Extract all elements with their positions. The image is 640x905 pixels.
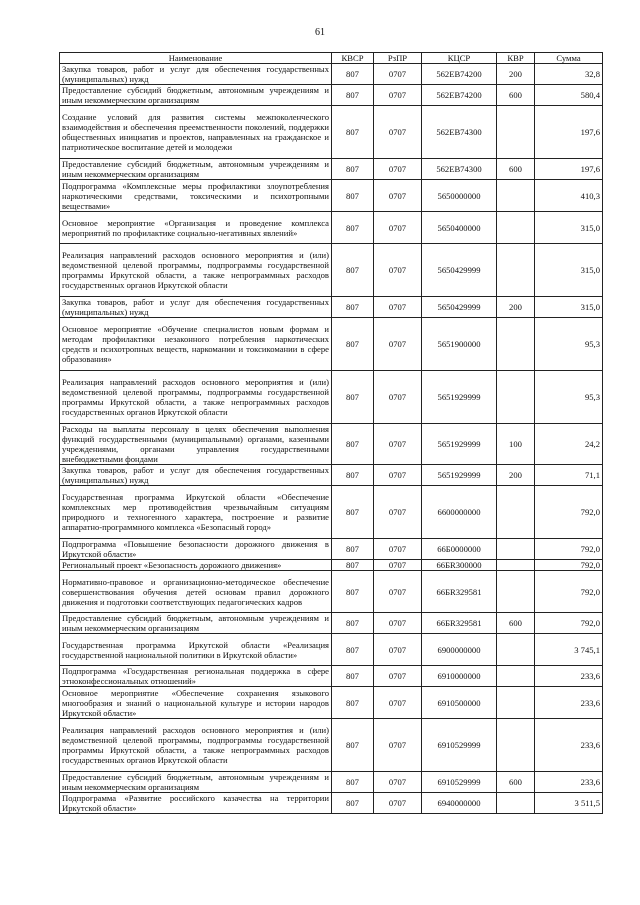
table-row <box>60 719 603 772</box>
table-row <box>60 318 603 371</box>
cell-kvr <box>497 212 535 244</box>
cell-name: Закупка товаров, работ и услуг для обеспечения государственных (муниципальных) нужд <box>60 297 332 318</box>
cell-sum: 792,0 <box>535 613 603 634</box>
page-number: 61 <box>315 27 325 38</box>
cell-name: Подпрограмма «Развитие российского казачества на территории Иркутской области» <box>60 793 332 814</box>
cell-sum: 315,0 <box>535 212 603 244</box>
cell-kcsr: 562EB74200 <box>422 85 497 106</box>
cell-kvsr: 807 <box>332 318 374 371</box>
cell-rzpr: 0707 <box>374 571 422 613</box>
table-row <box>60 106 603 159</box>
cell-kcsr: 5651929999 <box>422 424 497 465</box>
cell-kcsr: 6900000000 <box>422 634 497 666</box>
cell-rzpr: 0707 <box>374 180 422 212</box>
cell-name: Закупка товаров, работ и услуг для обеспечения государственных (муниципальных) нужд <box>60 64 332 85</box>
cell-rzpr: 0707 <box>374 719 422 772</box>
cell-rzpr: 0707 <box>374 318 422 371</box>
cell-kvr: 600 <box>497 772 535 793</box>
table-row <box>60 666 603 687</box>
cell-sum: 71,1 <box>535 465 603 486</box>
cell-sum: 233,6 <box>535 687 603 719</box>
cell-kvr: 600 <box>497 613 535 634</box>
cell-sum: 24,2 <box>535 424 603 465</box>
cell-sum: 580,4 <box>535 85 603 106</box>
cell-rzpr: 0707 <box>374 297 422 318</box>
cell-kvsr: 807 <box>332 666 374 687</box>
cell-kvsr: 807 <box>332 244 374 297</box>
table-row <box>60 772 603 793</box>
header-kvsr: КВСР <box>332 53 374 64</box>
cell-name: Государственная программа Иркутской области «Реализация государственной национальной политики в Иркутской области» <box>60 634 332 666</box>
cell-kvsr: 807 <box>332 571 374 613</box>
cell-sum: 3 511,5 <box>535 793 603 814</box>
cell-sum: 315,0 <box>535 297 603 318</box>
cell-name: Основное мероприятие «Обучение специалистов новым формам и методам профилактики незаконного потребления наркотических средств и психотропных веществ, наркомании и токсикомании в сфере образования» <box>60 318 332 371</box>
cell-rzpr: 0707 <box>374 64 422 85</box>
cell-rzpr: 0707 <box>374 687 422 719</box>
cell-sum: 95,3 <box>535 371 603 424</box>
cell-sum: 410,3 <box>535 180 603 212</box>
budget-table <box>59 52 603 814</box>
cell-kvr <box>497 687 535 719</box>
cell-rzpr: 0707 <box>374 560 422 571</box>
table-row <box>60 85 603 106</box>
cell-kvsr: 807 <box>332 772 374 793</box>
cell-kvr: 600 <box>497 159 535 180</box>
header-name: Наименование <box>60 53 332 64</box>
cell-kvr <box>497 318 535 371</box>
header-kvr: КВР <box>497 53 535 64</box>
cell-kvsr: 807 <box>332 297 374 318</box>
cell-kcsr: 562EB74200 <box>422 64 497 85</box>
cell-rzpr: 0707 <box>374 666 422 687</box>
cell-sum: 792,0 <box>535 571 603 613</box>
table-row <box>60 371 603 424</box>
cell-sum: 95,3 <box>535 318 603 371</box>
cell-kcsr: 5650000000 <box>422 180 497 212</box>
table-row <box>60 465 603 486</box>
cell-rzpr: 0707 <box>374 465 422 486</box>
cell-kvsr: 807 <box>332 539 374 560</box>
table-row <box>60 180 603 212</box>
cell-name: Основное мероприятие «Организация и проведение комплекса мероприятий по профилактике социально-негативных явлений» <box>60 212 332 244</box>
table-row <box>60 560 603 571</box>
cell-kcsr: 5651929999 <box>422 465 497 486</box>
cell-sum: 792,0 <box>535 486 603 539</box>
cell-kvr <box>497 106 535 159</box>
cell-kvsr: 807 <box>332 424 374 465</box>
table-row <box>60 486 603 539</box>
cell-kcsr: 562EB74300 <box>422 159 497 180</box>
cell-kvr: 200 <box>497 465 535 486</box>
cell-kvr: 600 <box>497 85 535 106</box>
cell-kvsr: 807 <box>332 85 374 106</box>
cell-kvr <box>497 371 535 424</box>
cell-kcsr: 66БR329581 <box>422 613 497 634</box>
cell-sum: 32,8 <box>535 64 603 85</box>
cell-sum: 197,6 <box>535 106 603 159</box>
cell-kcsr: 6910529999 <box>422 772 497 793</box>
cell-rzpr: 0707 <box>374 634 422 666</box>
table-row <box>60 212 603 244</box>
cell-kvsr: 807 <box>332 687 374 719</box>
cell-rzpr: 0707 <box>374 212 422 244</box>
cell-name: Создание условий для развития системы межпоколенческого взаимодействия и обеспечения преемственности поколений, поддержки общественных инициатив и проектов, направленных на гражданское и патриотическое воспитание детей и молодежи <box>60 106 332 159</box>
cell-kvsr: 807 <box>332 212 374 244</box>
cell-sum: 792,0 <box>535 539 603 560</box>
cell-kcsr: 6910500000 <box>422 687 497 719</box>
cell-kvsr: 807 <box>332 560 374 571</box>
cell-kvsr: 807 <box>332 106 374 159</box>
cell-kcsr: 66БR300000 <box>422 560 497 571</box>
cell-kvr <box>497 539 535 560</box>
cell-rzpr: 0707 <box>374 539 422 560</box>
cell-rzpr: 0707 <box>374 159 422 180</box>
table-row <box>60 424 603 465</box>
cell-kcsr: 6940000000 <box>422 793 497 814</box>
table-row <box>60 634 603 666</box>
cell-rzpr: 0707 <box>374 371 422 424</box>
cell-kvsr: 807 <box>332 64 374 85</box>
cell-rzpr: 0707 <box>374 244 422 297</box>
cell-kvsr: 807 <box>332 371 374 424</box>
cell-kvr <box>497 793 535 814</box>
cell-kvr: 100 <box>497 424 535 465</box>
cell-kvr <box>497 666 535 687</box>
cell-kvr <box>497 244 535 297</box>
cell-kvsr: 807 <box>332 719 374 772</box>
cell-name: Реализация направлений расходов основного мероприятия и (или) ведомственной целевой программы, подпрограммы государственной программы Иркутской области, а также непрограммных расходов государственных органов Иркутской области <box>60 371 332 424</box>
cell-sum: 233,6 <box>535 666 603 687</box>
cell-name: Подпрограмма «Комплексные меры профилактики злоупотребления наркотическими средствами, токсическими и психотропными веществами» <box>60 180 332 212</box>
cell-kcsr: 6910529999 <box>422 719 497 772</box>
cell-rzpr: 0707 <box>374 424 422 465</box>
cell-kvr <box>497 486 535 539</box>
cell-name: Подпрограмма «Повышение безопасности дорожного движения в Иркутской области» <box>60 539 332 560</box>
cell-kcsr: 5650429999 <box>422 297 497 318</box>
cell-kvsr: 807 <box>332 634 374 666</box>
cell-name: Нормативно-правовое и организационно-методическое обеспечение совершенствования обучения детей основам правил дорожного движения и подготовки соответствующих педагогических кадров <box>60 571 332 613</box>
cell-sum: 233,6 <box>535 719 603 772</box>
cell-name: Реализация направлений расходов основного мероприятия и (или) ведомственной целевой программы, подпрограммы государственной программы Иркутской области, а также непрограммных расходов государственных органов Иркутской области <box>60 244 332 297</box>
header-sum: Сумма <box>535 53 603 64</box>
table-row <box>60 244 603 297</box>
cell-name: Предоставление субсидий бюджетным, автономным учреждениям и иным некоммерческим организациям <box>60 772 332 793</box>
cell-kcsr: 66БR329581 <box>422 571 497 613</box>
cell-kvr <box>497 634 535 666</box>
cell-kvsr: 807 <box>332 486 374 539</box>
cell-kcsr: 5650400000 <box>422 212 497 244</box>
cell-rzpr: 0707 <box>374 85 422 106</box>
cell-name: Подпрограмма «Государственная региональная поддержка в сфере этноконфессиональных отношений» <box>60 666 332 687</box>
table-row <box>60 793 603 814</box>
cell-kcsr: 5650429999 <box>422 244 497 297</box>
cell-name: Предоставление субсидий бюджетным, автономным учреждениям и иным некоммерческим организациям <box>60 85 332 106</box>
cell-kvr: 200 <box>497 64 535 85</box>
cell-sum: 197,6 <box>535 159 603 180</box>
cell-name: Предоставление субсидий бюджетным, автономным учреждениям и иным некоммерческим организациям <box>60 159 332 180</box>
cell-kvr <box>497 560 535 571</box>
cell-sum: 3 745,1 <box>535 634 603 666</box>
cell-rzpr: 0707 <box>374 106 422 159</box>
cell-kcsr: 6600000000 <box>422 486 497 539</box>
cell-kvr <box>497 180 535 212</box>
cell-sum: 233,6 <box>535 772 603 793</box>
table-row <box>60 687 603 719</box>
cell-kcsr: 66Б0000000 <box>422 539 497 560</box>
cell-name: Закупка товаров, работ и услуг для обеспечения государственных (муниципальных) нужд <box>60 465 332 486</box>
cell-kvr: 200 <box>497 297 535 318</box>
cell-kcsr: 6910000000 <box>422 666 497 687</box>
table-row <box>60 539 603 560</box>
table-row <box>60 159 603 180</box>
cell-kvsr: 807 <box>332 180 374 212</box>
cell-name: Основное мероприятие «Обеспечение сохранения языкового многообразия и знаний о национальной культуре и истории народов Иркутской области» <box>60 687 332 719</box>
cell-kvr <box>497 571 535 613</box>
cell-rzpr: 0707 <box>374 793 422 814</box>
cell-kvsr: 807 <box>332 613 374 634</box>
header-rzpr: РзПР <box>374 53 422 64</box>
cell-kcsr: 562EB74300 <box>422 106 497 159</box>
cell-name: Расходы на выплаты персоналу в целях обеспечения выполнения функций государственными (муниципальными) органами, казенными учреждениями, органами управления государственными внебюджетными фондами <box>60 424 332 465</box>
cell-kcsr: 5651929999 <box>422 371 497 424</box>
cell-name: Государственная программа Иркутской области «Обеспечение комплексных мер противодействия чрезвычайным ситуациям природного и техногенного характера, построение и развитие аппаратно-программного комплекса «Безопасный город» <box>60 486 332 539</box>
cell-kvsr: 807 <box>332 159 374 180</box>
table-row <box>60 297 603 318</box>
table-row <box>60 613 603 634</box>
cell-sum: 792,0 <box>535 560 603 571</box>
cell-rzpr: 0707 <box>374 772 422 793</box>
table-header-row <box>60 53 603 64</box>
table-row <box>60 571 603 613</box>
header-kcsr: КЦСР <box>422 53 497 64</box>
cell-sum: 315,0 <box>535 244 603 297</box>
cell-kcsr: 5651900000 <box>422 318 497 371</box>
cell-name: Реализация направлений расходов основного мероприятия и (или) ведомственной целевой программы, подпрограммы государственной программы Иркутской области, а также непрограммных расходов государственных органов Иркутской области <box>60 719 332 772</box>
cell-name: Предоставление субсидий бюджетным, автономным учреждениям и иным некоммерческим организациям <box>60 613 332 634</box>
cell-kvsr: 807 <box>332 465 374 486</box>
table-row <box>60 64 603 85</box>
cell-rzpr: 0707 <box>374 613 422 634</box>
cell-kvsr: 807 <box>332 793 374 814</box>
cell-rzpr: 0707 <box>374 486 422 539</box>
cell-name: Региональный проект «Безопасность дорожного движения» <box>60 560 332 571</box>
cell-kvr <box>497 719 535 772</box>
